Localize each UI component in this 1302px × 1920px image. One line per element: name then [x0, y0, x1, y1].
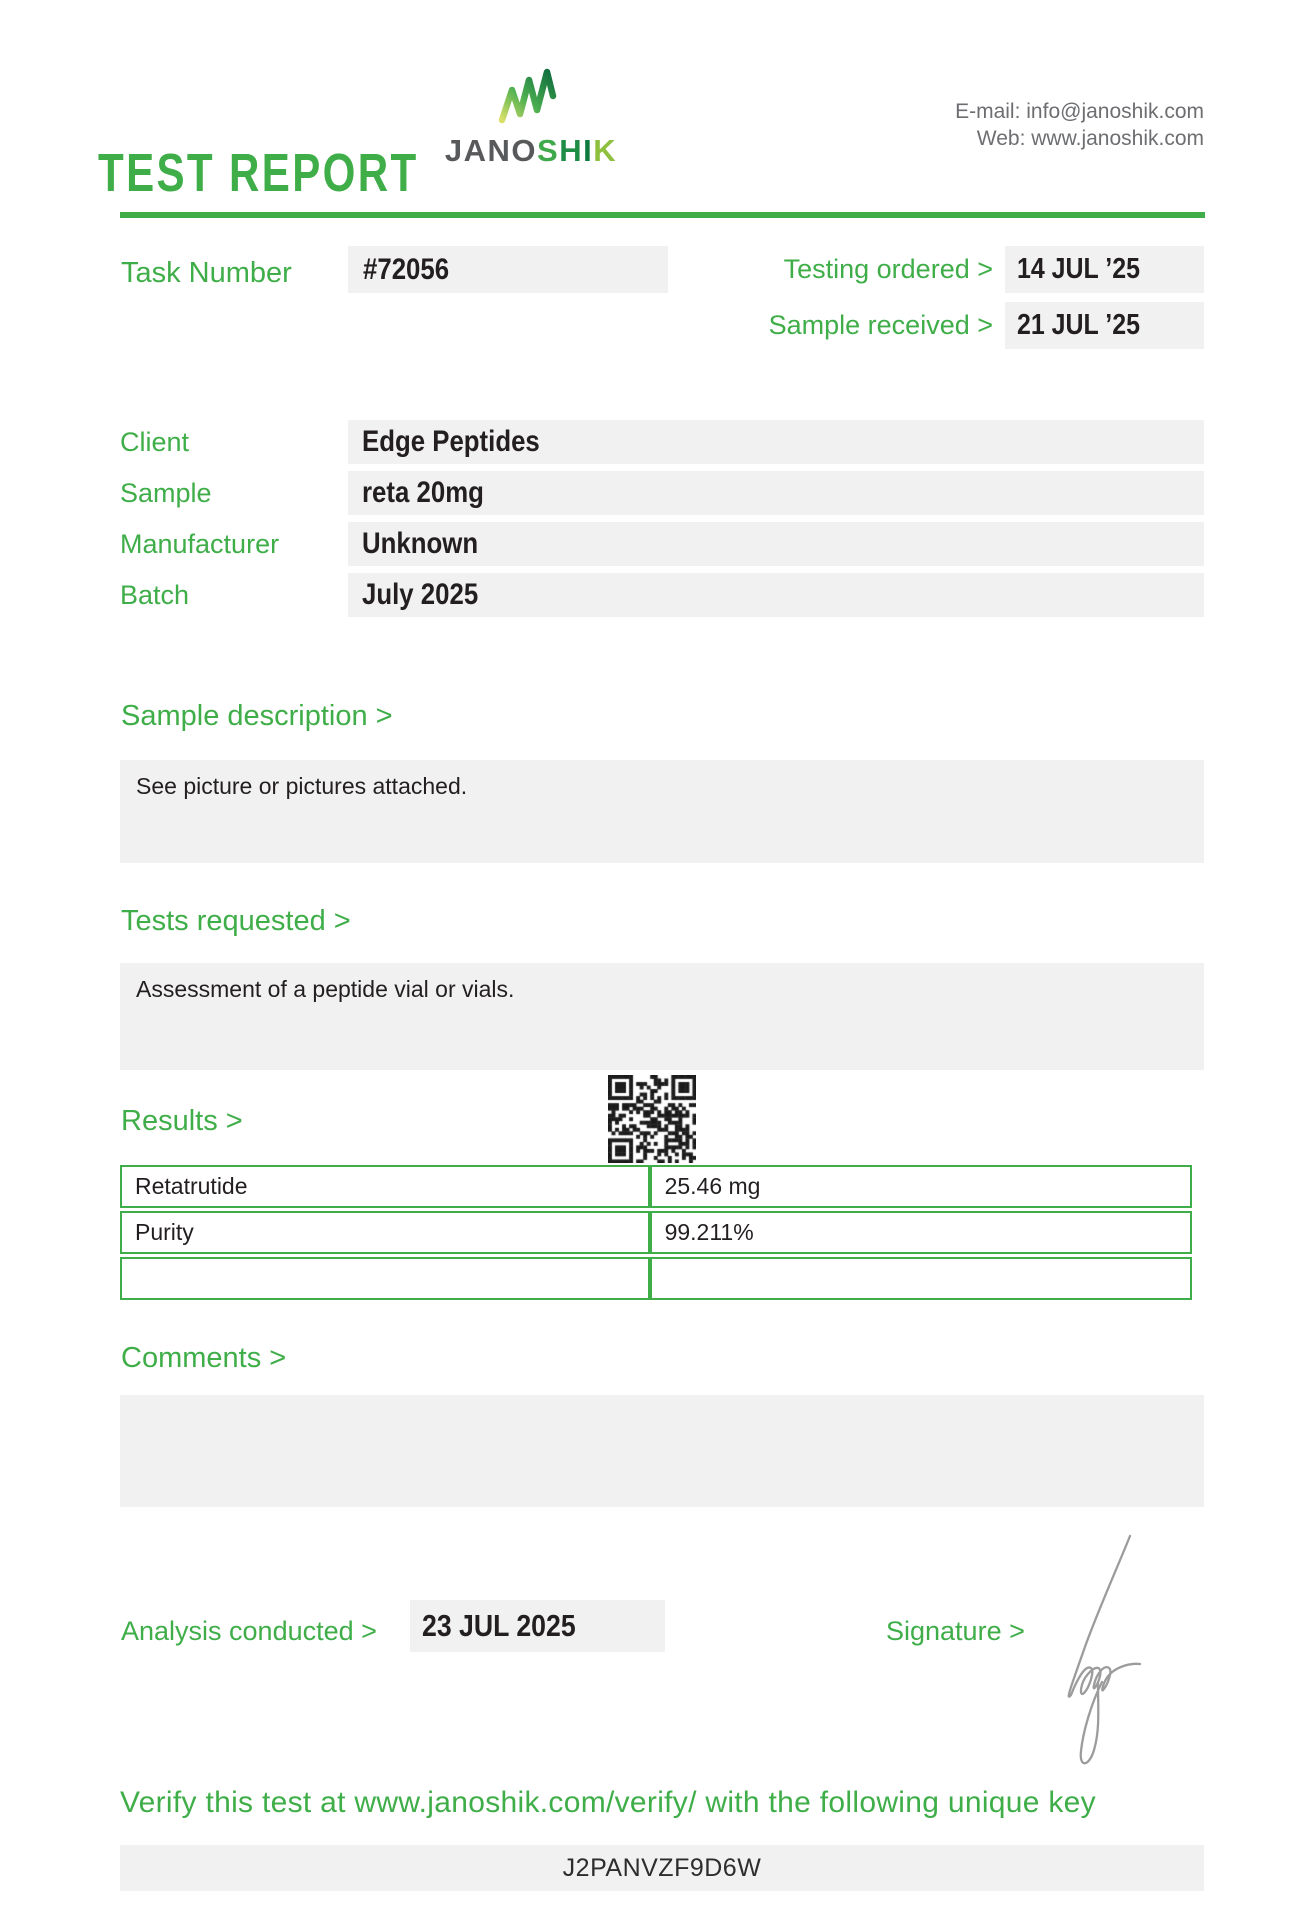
sample-description-text: See picture or pictures attached. [136, 773, 468, 799]
info-row-manufacturer [120, 522, 1204, 566]
result-name: Purity [120, 1211, 650, 1254]
manufacturer-value-box [348, 522, 1204, 566]
contact-email: E-mail: info@janoshik.com [955, 100, 1204, 123]
batch-value: July 2025 [362, 578, 479, 611]
testing-ordered-value: 14 JUL ’25 [1017, 253, 1140, 285]
client-label: Client [120, 427, 190, 457]
results-table [120, 1162, 1192, 1303]
signature-label: Signature > [886, 1616, 1025, 1646]
verify-instruction: Verify this test at www.janoshik.com/verify/ with the following unique key [120, 1786, 1096, 1819]
task-number-value: #72056 [363, 253, 450, 286]
analysis-date-value: 23 JUL 2025 [422, 1608, 576, 1643]
result-value: 25.46 mg [650, 1165, 1192, 1208]
info-row-client [120, 420, 1204, 464]
header-divider [120, 212, 1205, 218]
client-value: Edge Peptides [362, 425, 540, 458]
sample-description-heading: Sample description > [121, 700, 393, 732]
results-row [120, 1211, 1192, 1254]
info-row-sample [120, 471, 1204, 515]
verify-key-box [120, 1845, 1204, 1891]
sample-received-label: Sample received > [768, 310, 993, 340]
logo-word-gray: JANO [444, 133, 538, 168]
result-value: 99.211% [650, 1211, 1192, 1254]
logo-letter: K [593, 133, 618, 168]
results-heading: Results > [121, 1105, 243, 1137]
sample-value-box [348, 471, 1204, 515]
sample-label: Sample [120, 478, 212, 508]
sample-description-box [120, 760, 1204, 863]
logo-letter: H [559, 133, 584, 168]
growth-chart-icon [498, 66, 564, 124]
result-name [120, 1257, 650, 1300]
batch-label: Batch [120, 580, 190, 610]
logo-letter: S [537, 133, 560, 168]
verify-key-value: J2PANVZF9D6W [562, 1854, 762, 1882]
manufacturer-value: Unknown [362, 527, 479, 560]
result-value [650, 1257, 1192, 1300]
sample-received-value: 21 JUL ’25 [1017, 309, 1140, 341]
results-row [120, 1165, 1192, 1208]
testing-ordered-box [1005, 246, 1204, 293]
qr-code [608, 1075, 696, 1163]
comments-box [120, 1395, 1204, 1507]
result-name: Retatrutide [120, 1165, 650, 1208]
client-value-box [348, 420, 1204, 464]
sample-info-section [120, 420, 1204, 624]
contact-block [955, 98, 1204, 152]
comments-text [120, 1395, 1204, 1408]
sample-value: reta 20mg [362, 476, 484, 509]
signature-scribble [1038, 1532, 1158, 1772]
tests-requested-text: Assessment of a peptide vial or vials. [136, 976, 515, 1002]
manufacturer-label: Manufacturer [120, 529, 280, 559]
analysis-date-box [410, 1600, 665, 1652]
sample-received-box [1005, 302, 1204, 349]
comments-heading: Comments > [121, 1342, 287, 1374]
tests-requested-heading: Tests requested > [121, 905, 351, 937]
logo-wordmark [438, 133, 624, 169]
logo-letter: I [583, 133, 594, 168]
results-row [120, 1257, 1192, 1300]
analysis-conducted-label: Analysis conducted > [121, 1616, 377, 1646]
info-row-batch [120, 573, 1204, 617]
batch-value-box [348, 573, 1204, 617]
task-number-box [348, 246, 668, 293]
testing-ordered-label: Testing ordered > [783, 254, 993, 284]
janoshik-logo [438, 66, 624, 169]
tests-requested-box [120, 963, 1204, 1070]
task-number-label: Task Number [121, 257, 292, 289]
contact-web: Web: www.janoshik.com [976, 127, 1204, 150]
page-title: TEST REPORT [98, 143, 419, 203]
